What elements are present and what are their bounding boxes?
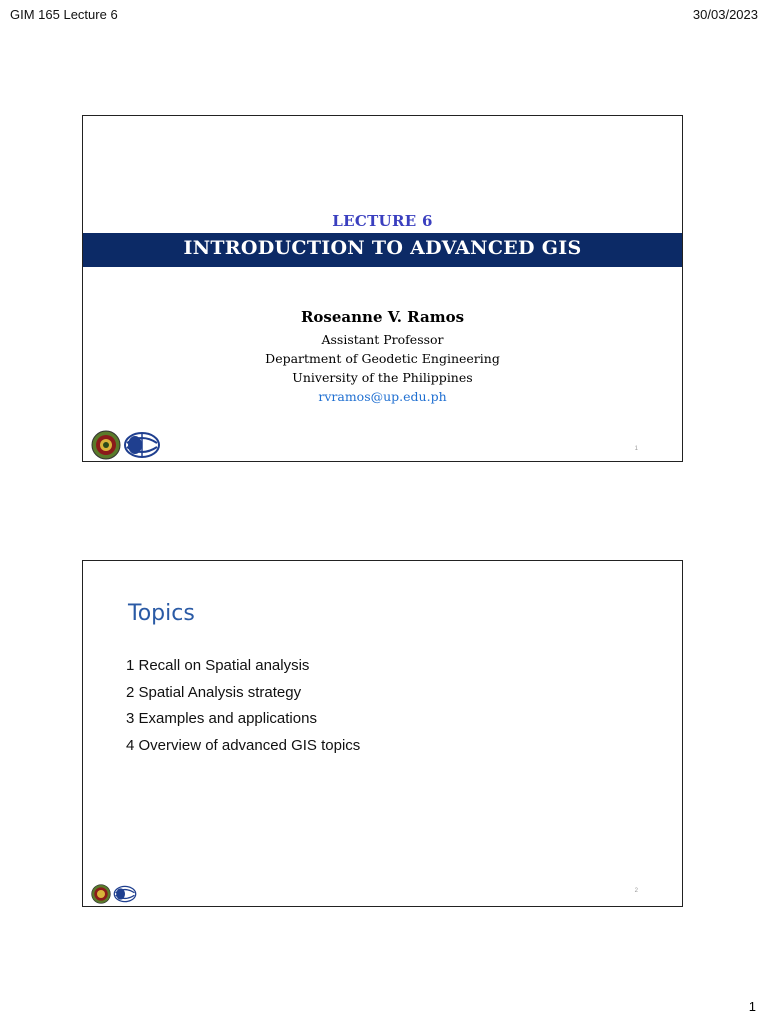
topic-item: 1 Recall on Spatial analysis [126, 657, 310, 674]
slide-1 [82, 115, 683, 462]
slide-title-band [83, 233, 682, 267]
topic-item: 2 Spatial Analysis strategy [126, 683, 302, 701]
topics-list [126, 653, 360, 759]
slide-title: INTRODUCTION TO ADVANCED GIS [183, 237, 582, 259]
presenter-position: Assistant Professor [321, 332, 444, 347]
presenter-block [83, 308, 682, 406]
topics-title: Topics [128, 601, 195, 626]
dge-globe-logo [113, 885, 137, 903]
presenter-email-link[interactable]: rvramos@up.edu.ph [318, 389, 447, 404]
slide-2 [82, 560, 683, 907]
document-header-left: GIM 165 Lecture 6 [10, 7, 118, 22]
slide-number: 1 [634, 446, 638, 452]
presenter-university: University of the Philippines [292, 370, 473, 385]
slide-logos [91, 884, 137, 904]
topic-item: 4 Overview of advanced GIS topics [126, 736, 361, 754]
presenter-department: Department of Geodetic Engineering [265, 351, 500, 366]
slide-logos [91, 430, 161, 460]
page-number: 1 [748, 999, 756, 1014]
up-seal-logo [91, 884, 111, 904]
document-header-date: 30/03/2023 [692, 7, 758, 22]
topic-item: 3 Examples and applications [126, 710, 317, 727]
dge-globe-logo [123, 431, 161, 459]
up-seal-logo [91, 430, 121, 460]
presenter-name: Roseanne V. Ramos [300, 308, 465, 326]
lecture-label: LECTURE 6 [332, 212, 433, 230]
slide-number: 2 [634, 888, 638, 894]
